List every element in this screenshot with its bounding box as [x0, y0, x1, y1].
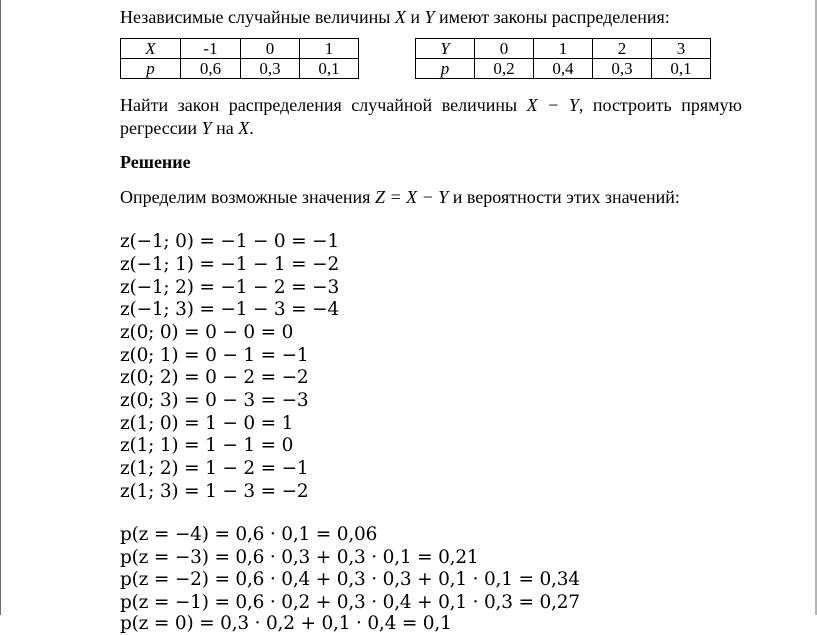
solution-heading: Решение: [120, 152, 191, 172]
z-line: z(−1; 2) = −1 − 2 = −3: [120, 277, 340, 298]
table-y-header: [416, 39, 475, 59]
table-cell: 0,4: [534, 59, 593, 79]
table-y-prob-header: [416, 59, 475, 79]
intro-conj: и: [405, 7, 425, 27]
p-line: p(z = −1) = 0,6 · 0,2 + 0,3 · 0,4 + 0,1 · 0,3 = 0,27: [120, 592, 580, 613]
table-y-prob-header-text: p: [440, 59, 450, 78]
table-cell: 0,2: [475, 59, 534, 79]
task-expr: X − Y: [526, 95, 579, 115]
p-line: p(z = −2) = 0,6 · 0,4 + 0,3 · 0,3 + 0,1 · 0,1 = 0,34: [120, 569, 580, 590]
table-cell: 0,1: [300, 59, 359, 79]
table-cell: 0,3: [593, 59, 652, 79]
table-x-prob-header: [121, 59, 181, 79]
distribution-table-x: [120, 38, 359, 79]
table-cell: 0,1: [652, 59, 711, 79]
solution-define: [120, 186, 680, 208]
task-line-1: [120, 94, 742, 117]
table-cell: 1: [534, 39, 593, 59]
z-line: z(1; 3) = 1 − 3 = −2: [120, 481, 309, 502]
distribution-table-y: [415, 38, 711, 79]
table-cell: 3: [652, 39, 711, 59]
table-cell: 0: [241, 39, 300, 59]
z-line: z(0; 3) = 0 − 3 = −3: [120, 390, 309, 411]
table-y-header-text: Y: [440, 39, 450, 58]
table-cell: -1: [181, 39, 241, 59]
var-y: Y: [424, 7, 435, 27]
define-expr: Z = X − Y: [374, 187, 449, 207]
table-cell: 2: [593, 39, 652, 59]
z-line: z(1; 2) = 1 − 2 = −1: [120, 458, 309, 479]
z-line: z(0; 1) = 0 − 1 = −1: [120, 345, 309, 366]
define-prefix: Определим возможные значения: [120, 187, 375, 207]
p-line: p(z = −3) = 0,6 · 0,3 + 0,3 · 0,1 = 0,21: [120, 547, 479, 568]
var-x: X: [394, 7, 406, 27]
table-x-header: [121, 39, 181, 59]
task-line1-suffix: , построить прямую: [578, 95, 742, 115]
z-line: z(1; 1) = 1 − 1 = 0: [120, 435, 294, 456]
page-left-edge: [0, 0, 1, 615]
z-line: z(1; 0) = 1 − 0 = 1: [120, 413, 294, 434]
task-var-x: X: [238, 118, 250, 138]
table-x-values-row: [121, 39, 359, 59]
z-line: z(0; 2) = 0 − 2 = −2: [120, 367, 309, 388]
z-line: z(0; 0) = 0 − 0 = 0: [120, 322, 294, 343]
table-cell: 1: [300, 39, 359, 59]
table-y-probs-row: [416, 59, 711, 79]
task-line2-mid: на: [211, 118, 239, 138]
z-line: z(−1; 1) = −1 − 1 = −2: [120, 254, 340, 275]
table-cell: 0,3: [241, 59, 300, 79]
task-var-y: Y: [201, 118, 212, 138]
task-text: [120, 94, 742, 140]
table-x-prob-header-text: p: [146, 59, 155, 78]
table-y-values-row: [416, 39, 711, 59]
task-line-2: [120, 117, 742, 140]
z-line: z(−1; 3) = −1 − 3 = −4: [120, 299, 340, 320]
table-x-probs-row: [121, 59, 359, 79]
p-line: p(z = −4) = 0,6 · 0,1 = 0,06: [120, 524, 378, 545]
task-line2-prefix: регрессии: [120, 118, 202, 138]
intro-suffix: имеют законы распределения:: [434, 7, 670, 27]
task-line1-prefix: Найти закон распределения случайной величины: [120, 95, 527, 115]
task-line2-end: .: [249, 118, 254, 138]
define-suffix: и вероятности этих значений:: [448, 187, 680, 207]
problem-intro: [120, 6, 670, 28]
table-cell: 0,6: [181, 59, 241, 79]
table-cell: 0: [475, 39, 534, 59]
z-line: z(−1; 0) = −1 − 0 = −1: [120, 231, 340, 252]
table-x-header-text: X: [145, 39, 156, 58]
intro-prefix: Независимые случайные величины: [120, 7, 395, 27]
p-line: p(z = 0) = 0,3 · 0,2 + 0,1 · 0,4 = 0,1: [120, 613, 452, 634]
